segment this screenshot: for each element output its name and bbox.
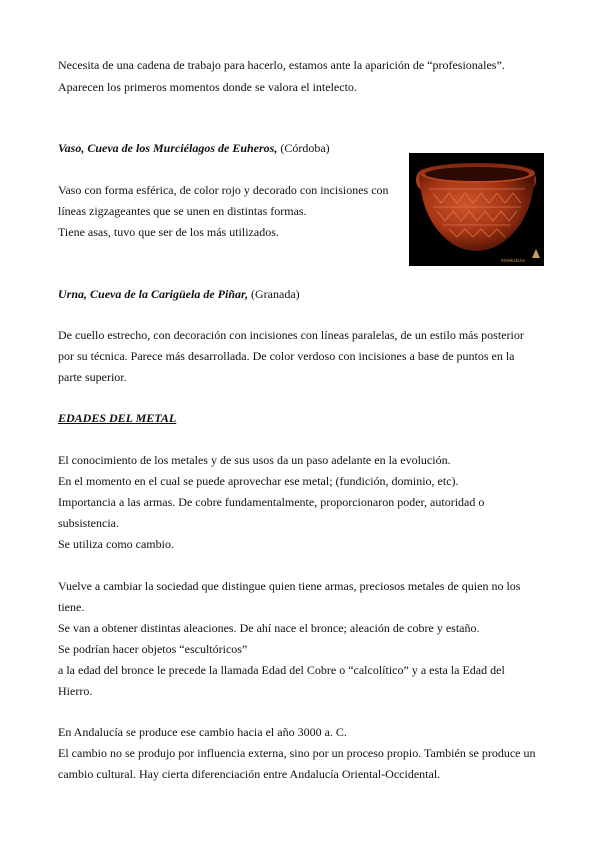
urna-line-2: por su técnica. Parece más desarrollada. De color verdoso con incisiones a base de puntos en la <box>58 349 515 363</box>
metal-p1-line-4: subsistencia. <box>58 516 119 530</box>
metal-p1-line-2: En el momento en el cual se puede aprovechar ese metal; (fundición, dominio, etc). <box>58 474 459 488</box>
metal-p2-line-5: a la edad del bronce le precede la llamada Edad del Cobre o “calcolítico” y a esta la Edad del <box>58 663 505 677</box>
urna-line-1: De cuello estrecho, con decoración con incisiones con líneas paralelas, de un estilo más posterior <box>58 328 524 342</box>
metal-p2-line-1: Vuelve a cambiar la sociedad que distingue quien tiene armas, preciosos metales de quien no los <box>58 579 521 593</box>
urna-line-3: parte superior. <box>58 370 127 384</box>
urna-title-line <box>58 287 300 301</box>
urna-title: Urna, Cueva de la Carigüela de Piñar, <box>58 287 249 301</box>
vaso-title: Vaso, Cueva de los Murciélagos de Euheros, <box>58 141 278 155</box>
vaso-line-1: Vaso con forma esférica, de color rojo y decorado con incisiones con <box>58 183 389 197</box>
metal-p3-line-3: cambio cultural. Hay cierta diferenciación entre Andalucía Oriental-Occidental. <box>58 767 441 781</box>
vaso-line-3: Tiene asas, tuvo que ser de los más utilizados. <box>58 225 279 239</box>
intro-line-2: Aparecen los primeros momentos donde se valora el intelecto. <box>58 80 357 94</box>
metal-p1-line-1: El conocimiento de los metales y de sus usos da un paso adelante en la evolución. <box>58 453 451 467</box>
photo-watermark: ArteHistoria <box>501 258 525 263</box>
vaso-title-line <box>58 141 330 155</box>
metal-p2-line-4: Se podrían hacer objetos “escultóricos” <box>58 642 248 656</box>
metal-p2-line-6: Hierro. <box>58 684 93 698</box>
vaso-line-2: líneas zigzageantes que se unen en distintas formas. <box>58 204 307 218</box>
vase-photo <box>409 153 544 266</box>
intro-line-1: Necesita de una cadena de trabajo para hacerlo, estamos ante la aparición de “profesionales”. <box>58 58 505 72</box>
urna-region: (Granada) <box>248 287 300 301</box>
vaso-region: (Córdoba) <box>277 141 330 155</box>
metal-p3-line-1: En Andalucía se produce ese cambio hacia el año 3000 a. C. <box>58 725 347 739</box>
metal-p1-line-5: Se utiliza como cambio. <box>58 537 174 551</box>
metal-p1-line-3: Importancia a las armas. De cobre fundamentalmente, proporcionaron poder, autoridad o <box>58 495 485 509</box>
metal-heading: EDADES DEL METAL <box>58 411 177 425</box>
metal-p2-line-2: tiene. <box>58 600 85 614</box>
metal-p2-line-3: Se van a obtener distintas aleaciones. De ahí nace el bronce; aleación de cobre y estaño. <box>58 621 480 635</box>
metal-p3-line-2: El cambio no se produjo por influencia externa, sino por un proceso propio. También se produce un <box>58 746 536 760</box>
